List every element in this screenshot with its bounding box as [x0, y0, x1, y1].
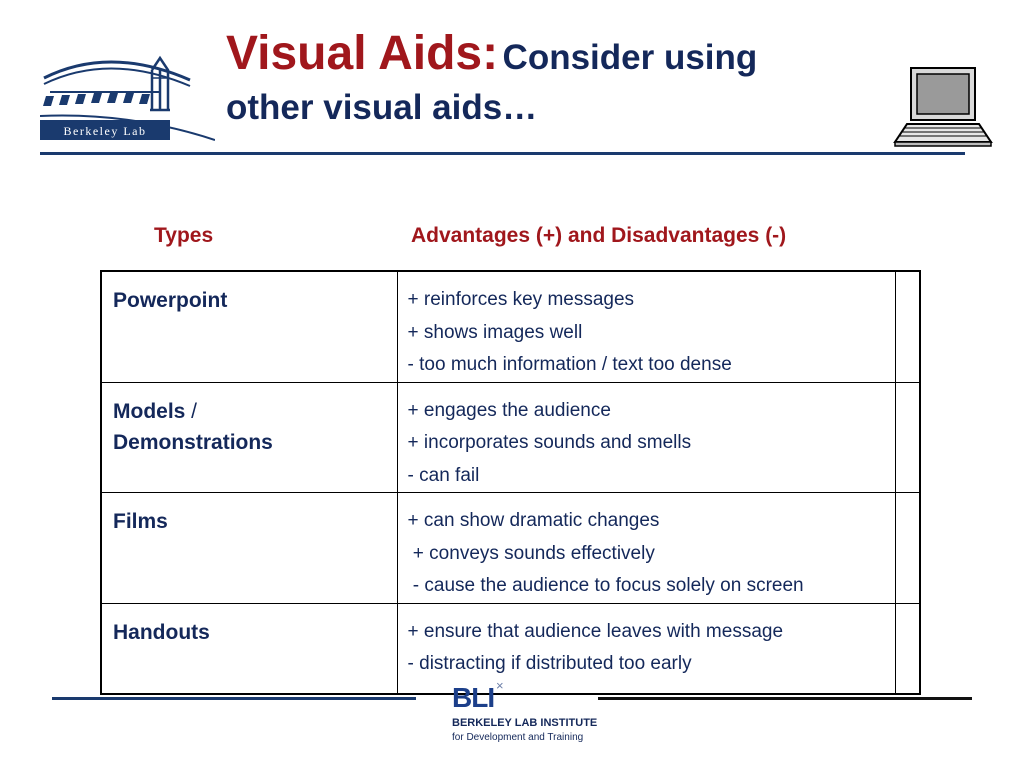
disadvantage-item: - too much information / text too dense [407, 354, 732, 375]
type-cell: Handouts [101, 603, 397, 694]
type-label-part2: Demonstrations [113, 430, 273, 454]
advantage-item: + reinforces key messages [407, 289, 635, 310]
advantage-item: + incorporates sounds and smells [407, 432, 692, 453]
advantages-cell [397, 382, 896, 493]
bli-mark: BLI [452, 682, 495, 713]
type-cell [101, 382, 397, 493]
title-divider [40, 152, 965, 155]
bli-subtitle: for Development and Training [452, 732, 584, 743]
type-label-part1: Models [113, 399, 186, 423]
visual-aids-table [100, 270, 921, 695]
bli-name: BERKELEY LAB INSTITUTE [452, 717, 598, 729]
advantage-item: + conveys sounds effectively [407, 542, 655, 564]
title-main: Visual Aids: [226, 27, 499, 80]
bli-x-mark: × [496, 678, 504, 693]
footer-rule-left [52, 697, 416, 700]
advantages-heading: Advantages (+) and Disadvantages (-) [411, 224, 787, 247]
berkeley-lab-logo [40, 40, 215, 145]
empty-cell [896, 382, 920, 493]
slide-title [226, 27, 916, 127]
disadvantage-item: - cause the audience to focus solely on screen [407, 575, 804, 596]
advantage-item: + ensure that audience leaves with message [407, 620, 784, 642]
advantages-cell [397, 271, 896, 382]
bli-logo [440, 678, 598, 753]
disadvantage-item: - can fail [407, 464, 480, 486]
table-row [101, 271, 920, 382]
disadvantage-item: - distracting if distributed too early [407, 653, 692, 674]
types-heading: Types [154, 224, 214, 247]
type-separator: / [185, 399, 198, 423]
footer-rule-right [598, 697, 972, 700]
advantage-item: + engages the audience [407, 399, 611, 421]
advantages-cell [397, 493, 896, 604]
advantage-item: + shows images well [407, 321, 583, 343]
type-cell: Films [101, 493, 397, 604]
laptop-icon [893, 66, 993, 148]
advantage-item: + can show dramatic changes [407, 510, 660, 531]
logo-wordmark: Berkeley Lab [63, 124, 147, 138]
empty-cell [896, 603, 920, 694]
table-row [101, 382, 920, 493]
table-row [101, 493, 920, 604]
empty-cell [896, 271, 920, 382]
title-line2: other visual aids… [226, 88, 538, 127]
title-rest: Consider using [502, 38, 758, 77]
empty-cell [896, 493, 920, 604]
type-cell: Powerpoint [101, 271, 397, 382]
